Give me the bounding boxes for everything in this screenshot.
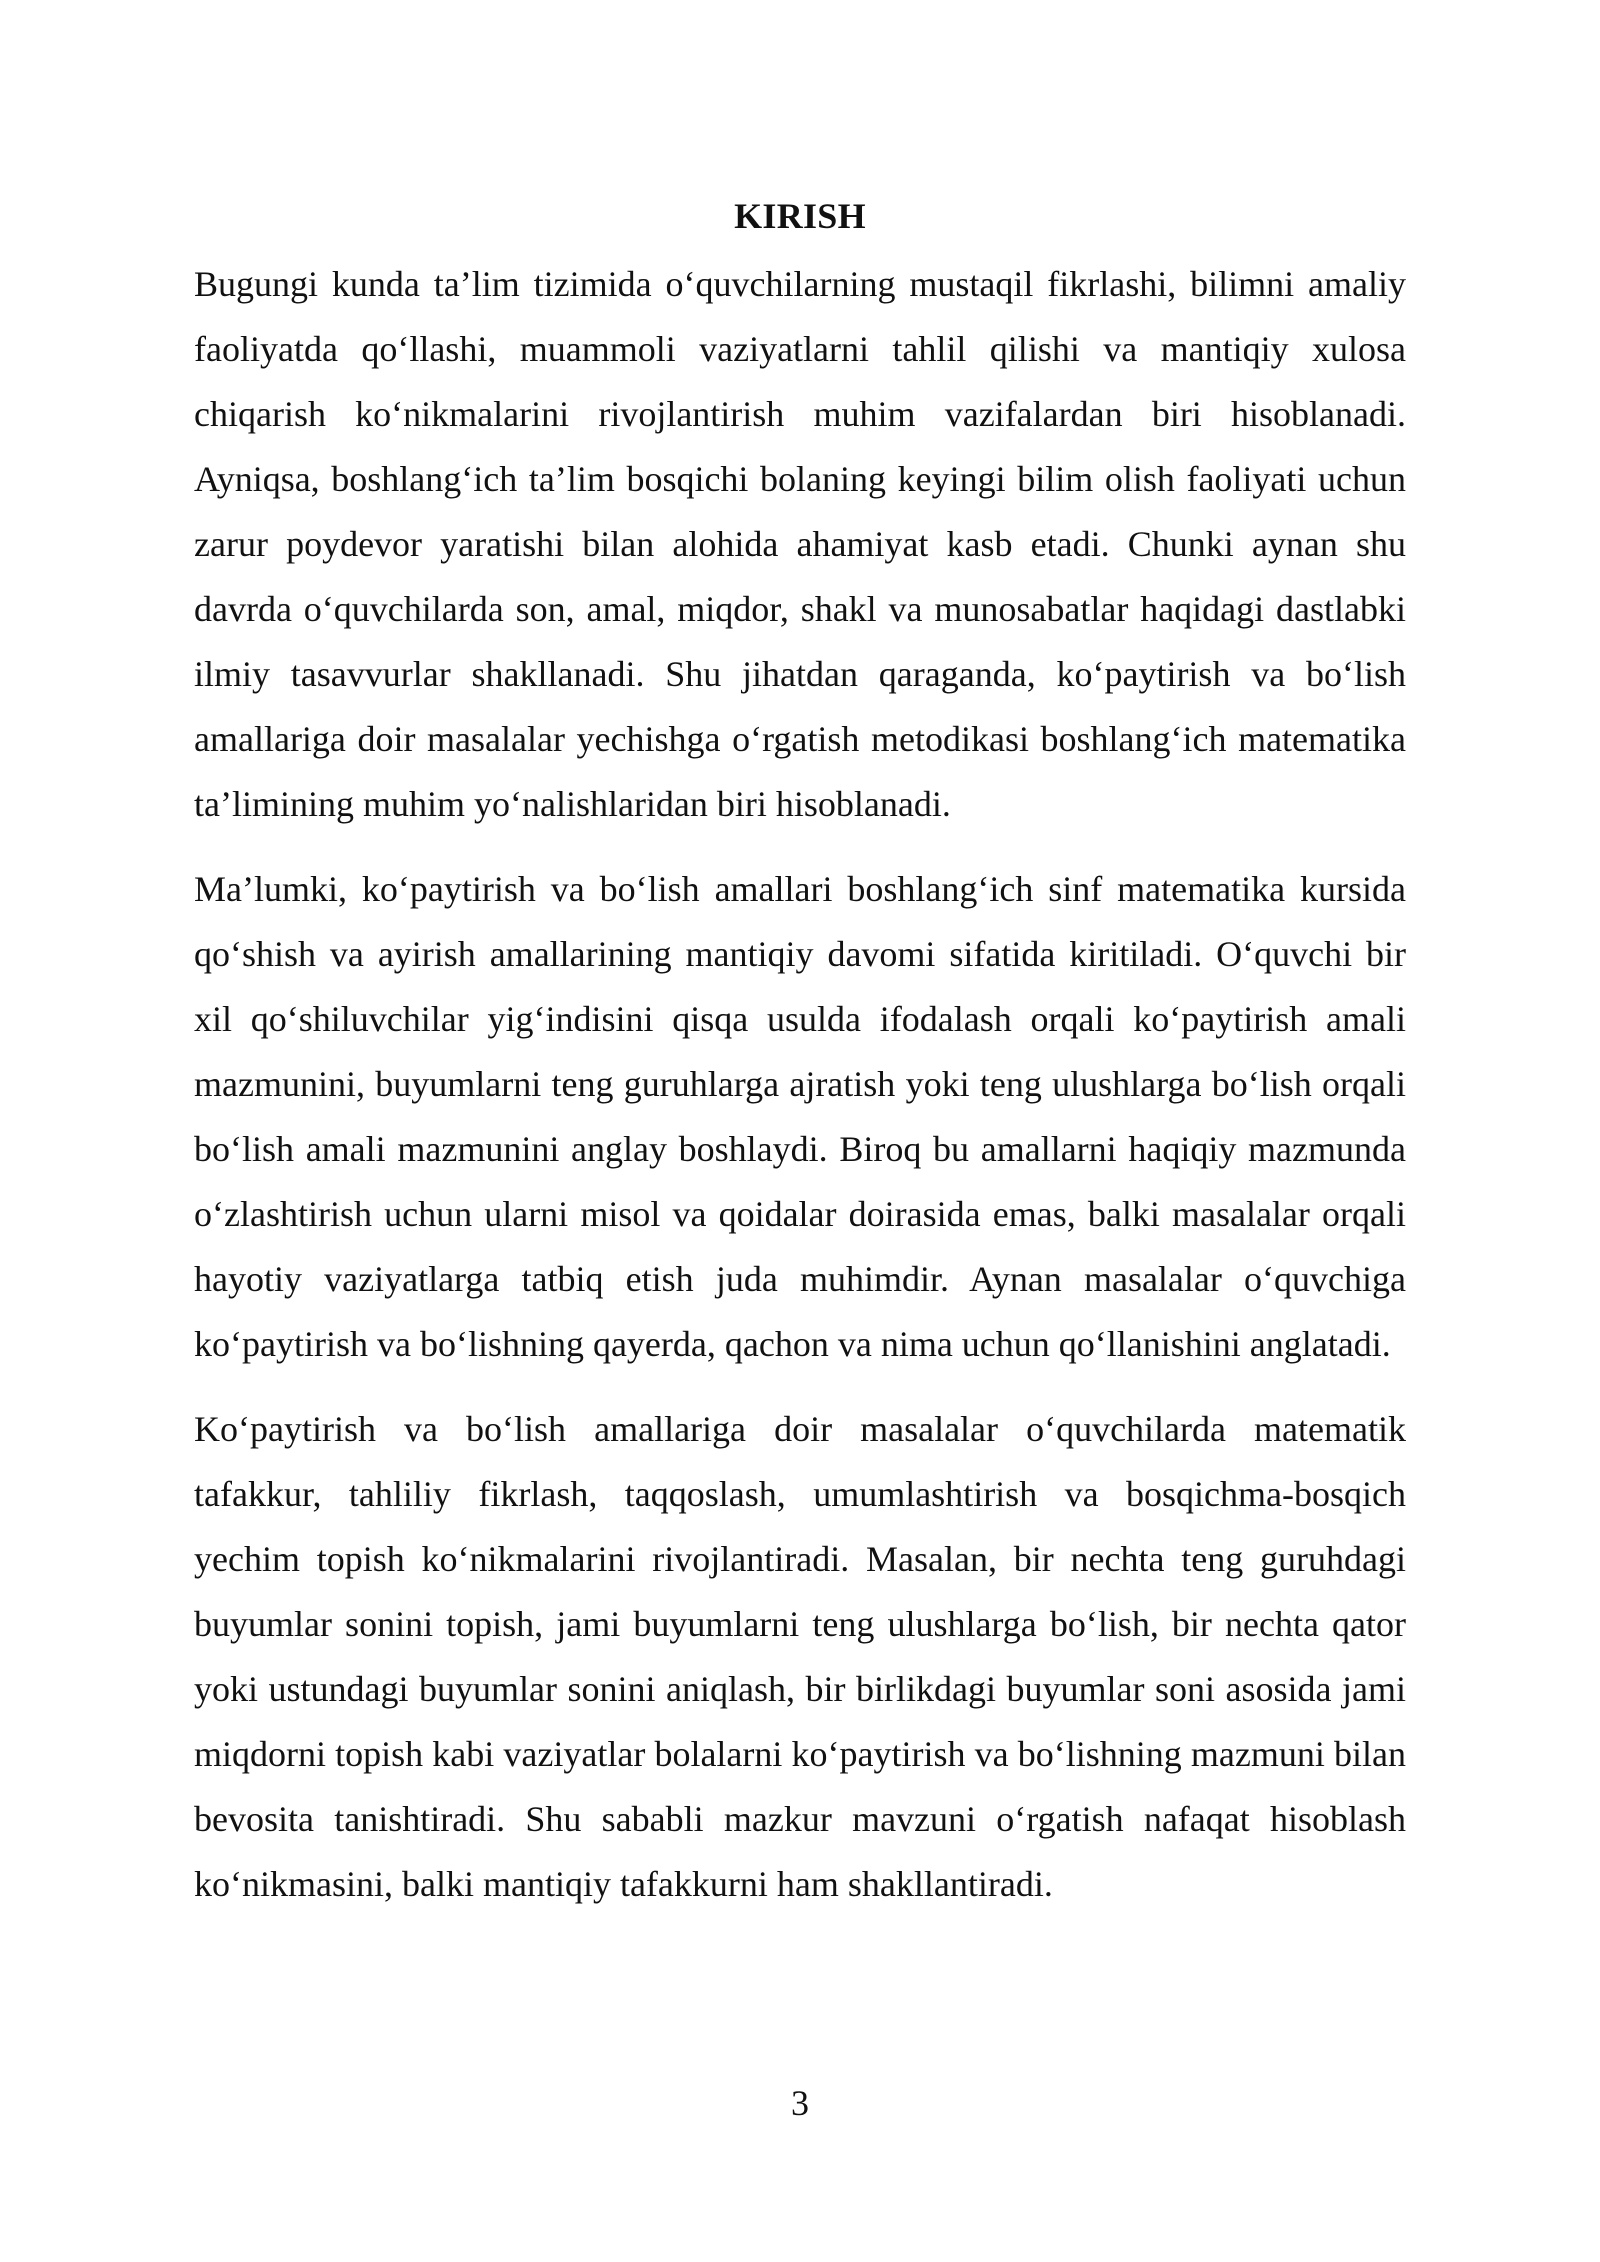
paragraph-3: Ko‘paytirish va bo‘lish amallariga doir masalalar o‘quvchilarda matematik tafakkur, tahliliy fikrlash, taqqoslash, umumlashtirish va bosqichma-bosqich yechim topish ko‘nikmalarini rivojlantiradi. Masalan, bir nechta teng guruhdagi buyumlar sonini topish, jami buyumlarni teng ulushlarga bo‘lish, bir nechta qator yoki ustundagi buyumlar sonini aniqlash, bir birlikdagi buyumlar soni asosida jami miqdorni topish kabi vaziyatlar bolalarni ko‘paytirish va bo‘lishning mazmuni bilan bevosita tanishtiradi. Shu sababli mazkur mavzuni o‘rgatish nafaqat hisoblash ko‘nikmasini, balki mantiqiy tafakkurni ham shakllantiradi. — [194, 1409, 1406, 1904]
paragraph-1: Bugungi kunda ta’lim tizimida o‘quvchilarning mustaqil fikrlashi, bilimni amaliy faoliyatda qo‘llashi, muammoli vaziyatlarni tahlil qilishi va mantiqiy xulosa chiqarish ko‘nikmalarini rivojlantirish muhim vazifalardan biri hisoblanadi. Ayniqsa, boshlang‘ich ta’lim bosqichi bolaning keyingi bilim olish faoliyati uchun zarur poydevor yaratishi bilan alohida ahamiyat kasb etadi. Chunki aynan shu davrda o‘quvchilarda son, amal, miqdor, shakl va munosabatlar haqidagi dastlabki ilmiy tasavvurlar shakllanadi. Shu jihatdan qaraganda, ko‘paytirish va bo‘lish amallariga doir masalalar yechishga o‘rgatish metodikasi boshlang‘ich matematika ta’limining muhim yo‘nalishlaridan biri hisoblanadi. — [194, 264, 1406, 824]
section-title: KIRISH — [734, 196, 866, 236]
page-number: 3 — [791, 2083, 809, 2123]
page-content — [194, 190, 1406, 1917]
paragraph-2: Ma’lumki, ko‘paytirish va bo‘lish amallari boshlang‘ich sinf matematika kursida qo‘shish va ayirish amallarining mantiqiy davomi sifatida kiritiladi. O‘quvchi bir xil qo‘shiluvchilar yig‘indisini qisqa usulda ifodalash orqali ko‘paytirish amali mazmunini, buyumlarni teng guruhlarga ajratish yoki teng ulushlarga bo‘lish orqali bo‘lish amali mazmunini anglay boshlaydi. Biroq bu amallarni haqiqiy mazmunda o‘zlashtirish uchun ularni misol va qoidalar doirasida emas, balki masalalar orqali hayotiy vaziyatlarga tatbiq etish juda muhimdir. Aynan masalalar o‘quvchiga ko‘paytirish va bo‘lishning qayerda, qachon va nima uchun qo‘llanishini anglatadi. — [194, 869, 1406, 1364]
